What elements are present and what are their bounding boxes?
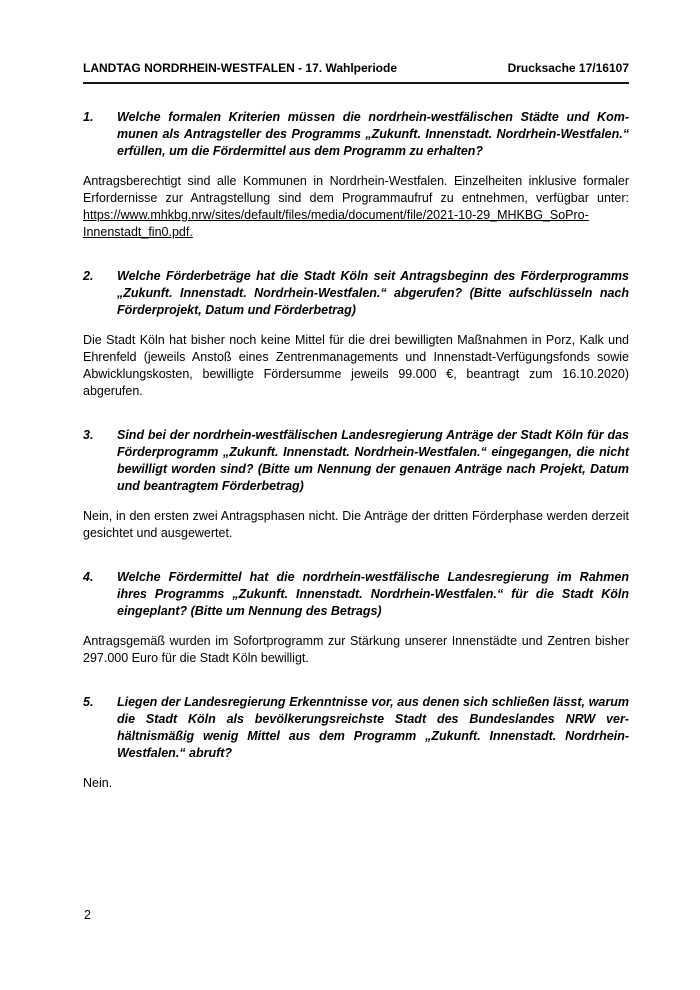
program-call-link[interactable]: https://www.mhkbg.nrw/sites/default/files/media/document/file/2021-10-29_MHKBG_SoPro-Innenstadt_fin0.pdf. bbox=[83, 208, 589, 239]
question-number: 5. bbox=[83, 695, 94, 709]
question-answer-list bbox=[83, 109, 629, 792]
qa-item-2 bbox=[83, 268, 629, 400]
question-number: 1. bbox=[83, 110, 94, 124]
qa-item-1 bbox=[83, 109, 629, 241]
question-1 bbox=[83, 109, 629, 160]
question-text: Welche formalen Kriterien müssen die nordrhein-westfälischen Städte und Kommunen als Antragsteller des Programms „Zukunft. Innenstadt. Nordrhein-Westfalen.“ erfüllen, um die Fördermittel aus dem Programm zu erhalten? bbox=[117, 110, 629, 158]
question-text: Welche Fördermittel hat die nordrhein-westfälische Landesregierung im Rahmen ihres Programms „Zukunft. Innenstadt. Nordrhein-Westfalen.“ für die Stadt Köln eingeplant? (Bitte um Nennung des Betrags) bbox=[117, 570, 629, 618]
qa-item-3 bbox=[83, 427, 629, 542]
answer-text: Antragsberechtigt sind alle Kommunen in Nordrhein-Westfalen. Einzelheiten inklusive formaler Erfordernisse zur Antragstellung sind dem Programmaufruf zu entnehmen, verfügbar unter: bbox=[83, 174, 629, 205]
answer-2: Die Stadt Köln hat bisher noch keine Mittel für die drei bewilligten Maßnahmen in Porz, Kalk und Ehrenfeld (jeweils Anstoß eines Zentrenmanagements und Innenstadt-Verfügungsfonds sowie Abwicklungskosten, bewilligte Fördersumme jeweils 99.000 €, beantragt zum 16.10.2020) abgerufen. bbox=[83, 333, 629, 398]
document-content bbox=[83, 61, 629, 819]
question-4 bbox=[83, 569, 629, 620]
answer-3: Nein, in den ersten zwei Antragsphasen nicht. Die Anträge der dritten Förderphase werden derzeit gesichtet und ausgewertet. bbox=[83, 509, 629, 540]
question-2 bbox=[83, 268, 629, 319]
header-chamber-label: LANDTAG NORDRHEIN-WESTFALEN - 17. Wahlperiode bbox=[83, 61, 398, 75]
question-text: Sind bei der nordrhein-westfälischen Landesregierung Anträge der Stadt Köln für das Förderprogramm „Zukunft. Innenstadt. Nordrhein-Westfalen.“ eingegangen, die nicht bewilligt worden sind? (Bitte um Nennung der genauen Anträge nach Projekt, Datum und beantragtem Förderbetrag) bbox=[117, 428, 629, 493]
question-number: 3. bbox=[83, 428, 94, 442]
answer-1 bbox=[83, 173, 629, 241]
question-number: 2. bbox=[83, 269, 94, 283]
question-text: Liegen der Landesregierung Erkenntnisse vor, aus denen sich schließen lässt, warum die Stadt Köln als bevölkerungsreichste Stadt des Bundeslandes NRW verhältnismäßig wenig Mittel aus dem Programm „Zukunft. Innenstadt. Nordrhein-Westfalen.“ abruft? bbox=[117, 695, 629, 760]
document-header bbox=[83, 61, 629, 84]
qa-item-4 bbox=[83, 569, 629, 667]
header-drucksache-number: Drucksache 17/16107 bbox=[507, 61, 629, 75]
page-number: 2 bbox=[84, 908, 91, 922]
answer-5: Nein. bbox=[83, 776, 113, 790]
question-text: Welche Förderbeträge hat die Stadt Köln seit Antragsbeginn des Förderprogramms „Zukunft. Innenstadt. Nordrhein-Westfalen.“ abgerufen? (Bitte aufschlüsseln nach Förderprojekt, Datum und Förderbetrag) bbox=[117, 269, 629, 317]
question-5 bbox=[83, 694, 629, 762]
question-number: 4. bbox=[83, 570, 94, 584]
qa-item-5 bbox=[83, 694, 629, 792]
answer-4: Antragsgemäß wurden im Sofortprogramm zur Stärkung unserer Innenstädte und Zentren bisher 297.000 Euro für die Stadt Köln bewilligt. bbox=[83, 634, 629, 665]
question-3 bbox=[83, 427, 629, 495]
